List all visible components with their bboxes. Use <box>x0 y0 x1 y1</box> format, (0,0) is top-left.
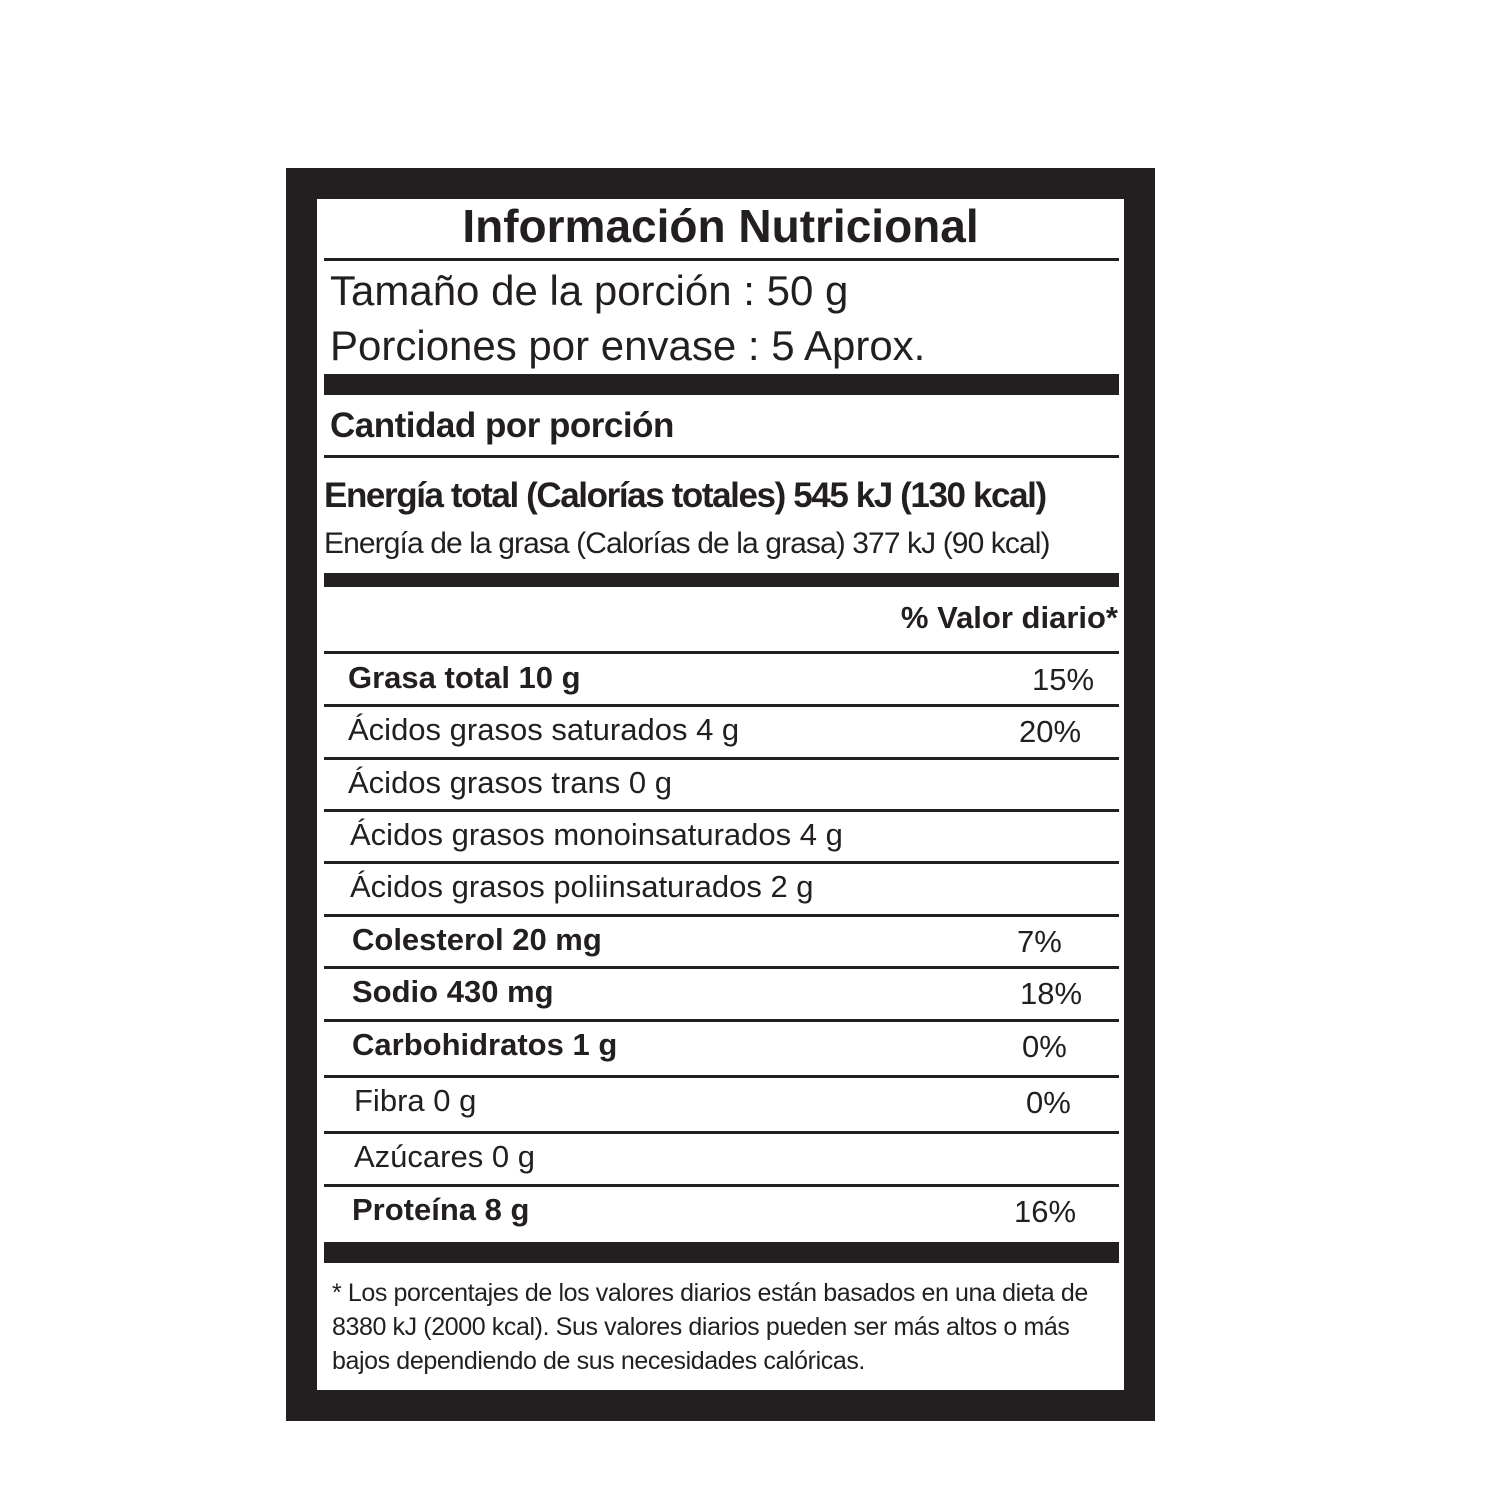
nutrient-row <box>324 704 1119 757</box>
thick-divider <box>324 1242 1119 1263</box>
daily-value-header: % Valor diario* <box>900 600 1118 635</box>
nutrient-row <box>324 809 1119 861</box>
nutrient-row <box>324 966 1119 1019</box>
servings-per-container: Porciones por envase : 5 Aprox. <box>330 322 926 369</box>
nutrient-daily-value: 0% <box>1026 1085 1071 1120</box>
nutrient-name: Ácidos grasos poliinsaturados 2 g <box>350 869 814 904</box>
amount-per-serving: Cantidad por porción <box>330 406 674 445</box>
nutrient-daily-value: 15% <box>1032 662 1095 697</box>
nutrient-daily-value: 20% <box>1019 714 1082 749</box>
label-title: Información Nutricional <box>462 200 979 252</box>
nutrient-name: Azúcares 0 g <box>354 1139 535 1174</box>
divider <box>324 258 1119 261</box>
nutrient-row <box>324 914 1119 966</box>
nutrient-name: Proteína 8 g <box>352 1192 530 1227</box>
serving-size: Tamaño de la porción : 50 g <box>330 267 849 314</box>
nutrient-name: Sodio 430 mg <box>352 974 554 1009</box>
nutrient-row <box>324 861 1119 914</box>
footnote: * Los porcentajes de los valores diarios están basados en una dieta de 8380 kJ (2000 kcal). Sus valores diarios pueden ser más altos o más bajos dependiendo de sus necesidades calóricas. <box>332 1279 1088 1375</box>
energy-from-fat: Energía de la grasa (Calorías de la grasa) 377 kJ (90 kcal) <box>324 527 1050 560</box>
nutrient-name: Ácidos grasos saturados 4 g <box>348 712 740 747</box>
thick-divider <box>324 374 1119 395</box>
nutrient-row <box>324 1131 1119 1184</box>
nutrient-daily-value: 16% <box>1014 1194 1077 1229</box>
nutrient-daily-value: 0% <box>1022 1029 1067 1064</box>
nutrient-name: Colesterol 20 mg <box>352 922 602 957</box>
nutrient-daily-value: 18% <box>1020 976 1083 1011</box>
nutrient-name: Grasa total 10 g <box>348 660 581 695</box>
nutrient-name: Carbohidratos 1 g <box>352 1027 618 1062</box>
nutrient-name: Fibra 0 g <box>354 1083 477 1118</box>
nutrient-row <box>324 1019 1119 1075</box>
divider <box>324 455 1119 458</box>
nutrient-row <box>324 652 1119 704</box>
energy-total: Energía total (Calorías totales) 545 kJ (130 kcal) <box>324 476 1046 515</box>
nutrient-row <box>324 757 1119 809</box>
nutrient-daily-value: 7% <box>1017 924 1062 959</box>
nutrient-row <box>324 1184 1119 1242</box>
nutrient-name: Ácidos grasos monoinsaturados 4 g <box>350 817 843 852</box>
nutrient-row <box>324 1075 1119 1131</box>
nutrient-name: Ácidos grasos trans 0 g <box>348 765 672 800</box>
thick-divider <box>324 573 1119 587</box>
